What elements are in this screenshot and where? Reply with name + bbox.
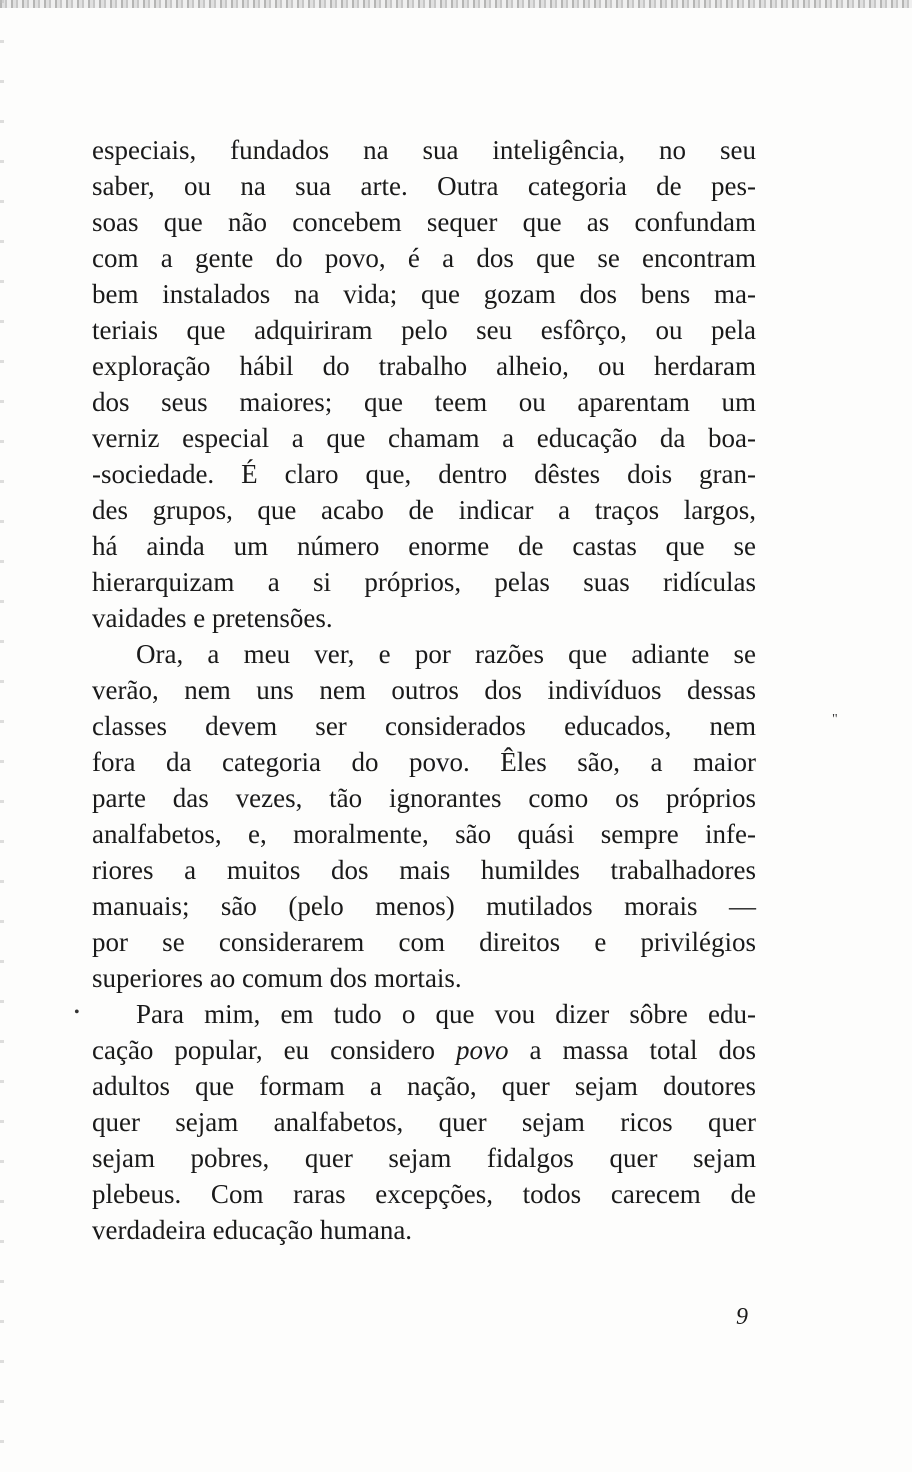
- text-fragment: a massa total dos: [508, 1035, 756, 1065]
- text-line: saber, ou na sua arte. Outra categoria de pes-: [92, 171, 756, 201]
- text-line: Ora, a meu ver, e por razões que adiante se: [136, 639, 756, 669]
- text-line: vaidades e pretensões.: [92, 603, 333, 633]
- text-line: analfabetos, e, moralmente, são quási sempre infe-: [92, 819, 756, 849]
- italic-word: povo: [456, 1035, 509, 1065]
- text-line: com a gente do povo, é a dos que se encontram: [92, 243, 756, 273]
- text-fragment: cação popular, eu considero: [92, 1035, 457, 1065]
- body-text: [92, 132, 756, 1248]
- text-line: verão, nem uns nem outros dos indivíduos dessas: [92, 675, 756, 705]
- text-line: verdadeira educação humana.: [92, 1215, 413, 1245]
- text-line: bem instalados na vida; que gozam dos bens ma-: [92, 279, 756, 309]
- text-line: verniz especial a que chamam a educação da boa-: [92, 423, 756, 453]
- text-line: hierarquizam a si próprios, pelas suas ridículas: [92, 567, 756, 597]
- text-line: Para mim, em tudo o que vou dizer sôbre edu-: [136, 999, 756, 1029]
- text-line: -sociedade. É claro que, dentro dêstes dois gran-: [92, 459, 756, 489]
- text-line: fora da categoria do povo. Êles são, a maior: [92, 747, 756, 777]
- text-line: exploração hábil do trabalho alheio, ou herdaram: [92, 351, 756, 381]
- margin-mark: •: [74, 1004, 80, 1021]
- text-line: adultos que formam a nação, quer sejam doutores: [92, 1071, 756, 1101]
- margin-mark: ": [832, 712, 838, 727]
- text-line: dos seus maiores; que teem ou aparentam um: [92, 387, 756, 417]
- text-line-with-italic: [92, 1032, 756, 1068]
- text-line: por se considerarem com direitos e privilégios: [92, 927, 756, 957]
- text-line: des grupos, que acabo de indicar a traços largos,: [92, 495, 756, 525]
- text-line: teriais que adquiriram pelo seu esfôrço, ou pela: [92, 315, 756, 345]
- text-line: plebeus. Com raras excepções, todos carecem de: [92, 1179, 756, 1209]
- text-line: há ainda um número enorme de castas que se: [92, 531, 756, 561]
- text-line: parte das vezes, tão ignorantes como os próprios: [92, 783, 756, 813]
- text-line: manuais; são (pelo menos) mutilados morais —: [92, 891, 756, 921]
- text-line: classes devem ser considerados educados, nem: [92, 711, 756, 741]
- scan-edge-top: [0, 0, 912, 8]
- text-line: riores a muitos dos mais humildes trabalhadores: [92, 855, 756, 885]
- text-line: quer sejam analfabetos, quer sejam ricos quer: [92, 1107, 756, 1137]
- text-line: soas que não concebem sequer que as confundam: [92, 207, 756, 237]
- text-line: superiores ao comum dos mortais.: [92, 963, 462, 993]
- text-line: sejam pobres, quer sejam fidalgos quer sejam: [92, 1143, 756, 1173]
- scan-edge-left: [0, 0, 4, 1472]
- text-line: especiais, fundados na sua inteligência, no seu: [92, 135, 756, 165]
- page-number: 9: [736, 1304, 748, 1330]
